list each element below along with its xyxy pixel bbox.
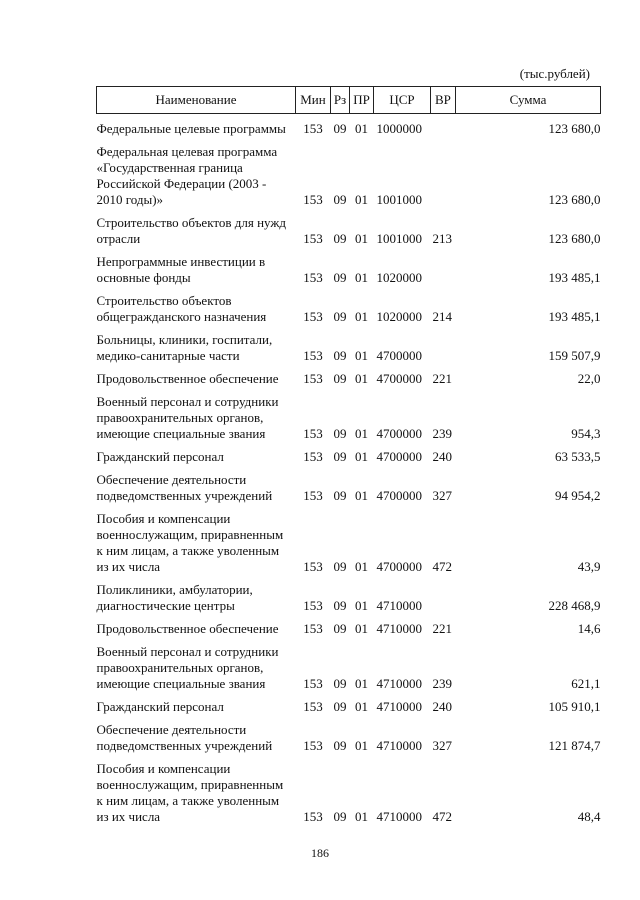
row-spacer-cell [97,208,601,215]
row-spacer-cell [97,364,601,371]
cell-csr: 1000000 [376,121,422,136]
cell-min: 153 [303,270,323,285]
cell-sum: 48,4 [577,809,601,824]
cell-min: 153 [303,192,323,207]
cell-min: 153 [303,121,323,136]
cell-name: Федеральные целевые программы [96,121,286,136]
row-spacer [97,137,601,144]
cell-min: 153 [303,738,323,753]
cell-pr: 01 [355,738,368,753]
table-row [97,332,601,364]
cell-csr: 4710000 [376,699,422,714]
cell-min: 153 [303,809,323,824]
row-spacer-cell [97,114,601,122]
cell-csr: 4710000 [376,621,422,636]
row-spacer-cell [97,465,601,472]
row-spacer [97,364,601,371]
cell-rz: 09 [333,426,347,441]
table-row [97,582,601,614]
cell-vr [431,144,456,208]
table-row [97,472,601,504]
cell-rz: 09 [333,809,347,824]
cell-csr: 4700000 [376,426,422,441]
cell-sum: 94 954,2 [555,488,601,503]
budget-table [96,86,601,825]
cell-sum: 621,1 [571,676,601,691]
cell-vr: 214 [432,309,452,324]
cell-sum: 228 468,9 [548,598,601,613]
table-row [97,293,601,325]
cell-csr: 1001000 [376,231,422,246]
table-row [97,722,601,754]
cell-pr: 01 [355,449,368,464]
cell-pr: 01 [355,270,368,285]
row-spacer-cell [97,325,601,332]
row-spacer [97,692,601,699]
cell-csr: 4700000 [376,348,422,363]
cell-pr: 01 [355,809,368,824]
table-row [97,394,601,442]
row-spacer [97,614,601,621]
cell-name: Строительство объектов для нужд отрасли [96,215,286,246]
header-rz: Рз [331,87,350,114]
cell-vr: 472 [432,559,452,574]
cell-csr: 4700000 [376,449,422,464]
cell-vr [431,582,456,614]
cell-pr: 01 [355,348,368,363]
cell-csr: 4700000 [376,371,422,386]
table-row [97,449,601,465]
cell-rz: 09 [333,309,347,324]
cell-csr: 4710000 [376,809,422,824]
cell-csr: 4700000 [376,559,422,574]
cell-min: 153 [303,371,323,386]
cell-rz: 09 [333,621,347,636]
cell-min: 153 [303,348,323,363]
cell-pr: 01 [355,192,368,207]
row-spacer-cell [97,754,601,761]
cell-vr: 239 [432,426,452,441]
cell-rz: 09 [333,699,347,714]
table-row [97,254,601,286]
row-spacer [97,637,601,644]
cell-csr: 4710000 [376,738,422,753]
cell-pr: 01 [355,121,368,136]
cell-rz: 09 [333,348,347,363]
cell-sum: 22,0 [577,371,601,386]
cell-vr: 213 [432,231,452,246]
cell-name: Гражданский персонал [96,699,224,714]
row-spacer-cell [97,715,601,722]
cell-pr: 01 [355,598,368,613]
row-spacer [97,465,601,472]
cell-rz: 09 [333,270,347,285]
cell-sum: 121 874,7 [548,738,601,753]
cell-name: Федеральная целевая программа «Государственная граница Российской Федерации (2003 - 2010 годы)» [96,144,278,207]
cell-pr: 01 [355,621,368,636]
cell-vr: 239 [432,676,452,691]
table-row [97,644,601,692]
cell-rz: 09 [333,192,347,207]
row-spacer [97,715,601,722]
cell-sum: 123 680,0 [548,121,601,136]
cell-vr: 221 [432,371,452,386]
cell-rz: 09 [333,488,347,503]
row-spacer [97,286,601,293]
row-spacer [97,575,601,582]
cell-csr: 4700000 [376,488,422,503]
cell-pr: 01 [355,309,368,324]
cell-pr: 01 [355,426,368,441]
table-body [97,114,601,826]
cell-name: Обеспечение деятельности подведомственных учреждений [96,722,273,753]
cell-sum: 193 485,1 [548,309,601,324]
unit-note: (тыс.рублей) [519,66,590,81]
header-csr: ЦСР [374,87,431,114]
row-spacer [97,754,601,761]
table-row [97,699,601,715]
cell-sum: 43,9 [577,559,601,574]
cell-name: Поликлиники, амбулатории, диагностические центры [96,582,253,613]
table-row [97,511,601,575]
row-spacer-cell [97,575,601,582]
cell-csr: 1001000 [376,192,422,207]
cell-sum: 14,6 [577,621,601,636]
cell-pr: 01 [355,699,368,714]
cell-name: Пособия и компенсации военнослужащим, приравненным к ним лицам, а также уволенным из их числа [96,761,284,824]
cell-min: 153 [303,309,323,324]
cell-min: 153 [303,231,323,246]
cell-sum: 159 507,9 [548,348,601,363]
cell-min: 153 [303,426,323,441]
cell-sum: 123 680,0 [548,231,601,246]
cell-vr: 472 [432,809,452,824]
cell-name: Непрограммные инвестиции в основные фонды [96,254,266,285]
cell-min: 153 [303,621,323,636]
row-spacer [97,114,601,122]
row-spacer-cell [97,692,601,699]
cell-name: Больницы, клиники, госпитали, медико-санитарные части [96,332,273,363]
row-spacer [97,325,601,332]
table-row [97,121,601,137]
cell-pr: 01 [355,676,368,691]
cell-pr: 01 [355,559,368,574]
row-spacer-cell [97,442,601,449]
table-row [97,371,601,387]
row-spacer-cell [97,637,601,644]
row-spacer-cell [97,614,601,621]
cell-vr: 327 [432,488,452,503]
row-spacer-cell [97,387,601,394]
cell-pr: 01 [355,371,368,386]
cell-min: 153 [303,699,323,714]
cell-name: Военный персонал и сотрудники правоохранительных органов, имеющие специальные звания [96,394,279,441]
cell-pr: 01 [355,231,368,246]
cell-name: Гражданский персонал [96,449,224,464]
page-number: 186 [311,846,329,860]
cell-csr: 1020000 [376,309,422,324]
cell-min: 153 [303,598,323,613]
cell-vr [431,332,456,364]
row-spacer-cell [97,247,601,254]
cell-rz: 09 [333,598,347,613]
row-spacer-cell [97,137,601,144]
cell-name: Строительство объектов общегражданского назначения [96,293,267,324]
cell-sum: 123 680,0 [548,192,601,207]
header-min: Мин [296,87,331,114]
row-spacer [97,247,601,254]
cell-pr: 01 [355,488,368,503]
cell-sum: 954,3 [571,426,601,441]
header-sum: Сумма [456,87,601,114]
cell-min: 153 [303,559,323,574]
row-spacer [97,442,601,449]
table-row [97,144,601,208]
row-spacer [97,504,601,511]
cell-sum: 105 910,1 [548,699,601,714]
cell-rz: 09 [333,676,347,691]
cell-csr: 4710000 [376,598,422,613]
table-row [97,761,601,825]
cell-csr: 4710000 [376,676,422,691]
row-spacer-cell [97,504,601,511]
cell-min: 153 [303,676,323,691]
header-vr: ВР [431,87,456,114]
cell-name: Продовольственное обеспечение [96,371,279,386]
row-spacer [97,387,601,394]
header-pr: ПР [350,87,374,114]
cell-vr [431,121,456,137]
cell-rz: 09 [333,738,347,753]
cell-vr: 240 [432,449,452,464]
header-name: Наименование [97,87,296,114]
cell-sum: 63 533,5 [555,449,601,464]
cell-vr: 221 [432,621,452,636]
cell-name: Военный персонал и сотрудники правоохранительных органов, имеющие специальные звания [96,644,279,691]
cell-vr: 240 [432,699,452,714]
cell-rz: 09 [333,371,347,386]
cell-min: 153 [303,449,323,464]
cell-csr: 1020000 [376,270,422,285]
cell-vr [431,254,456,286]
cell-vr: 327 [432,738,452,753]
cell-name: Продовольственное обеспечение [96,621,279,636]
cell-name: Обеспечение деятельности подведомственных учреждений [96,472,273,503]
table-header [97,87,601,114]
cell-rz: 09 [333,449,347,464]
cell-rz: 09 [333,559,347,574]
cell-sum: 193 485,1 [548,270,601,285]
table-row [97,621,601,637]
cell-rz: 09 [333,121,347,136]
cell-min: 153 [303,488,323,503]
table-row [97,215,601,247]
row-spacer [97,208,601,215]
row-spacer-cell [97,286,601,293]
cell-rz: 09 [333,231,347,246]
cell-name: Пособия и компенсации военнослужащим, приравненным к ним лицам, а также уволенным из их числа [96,511,284,574]
